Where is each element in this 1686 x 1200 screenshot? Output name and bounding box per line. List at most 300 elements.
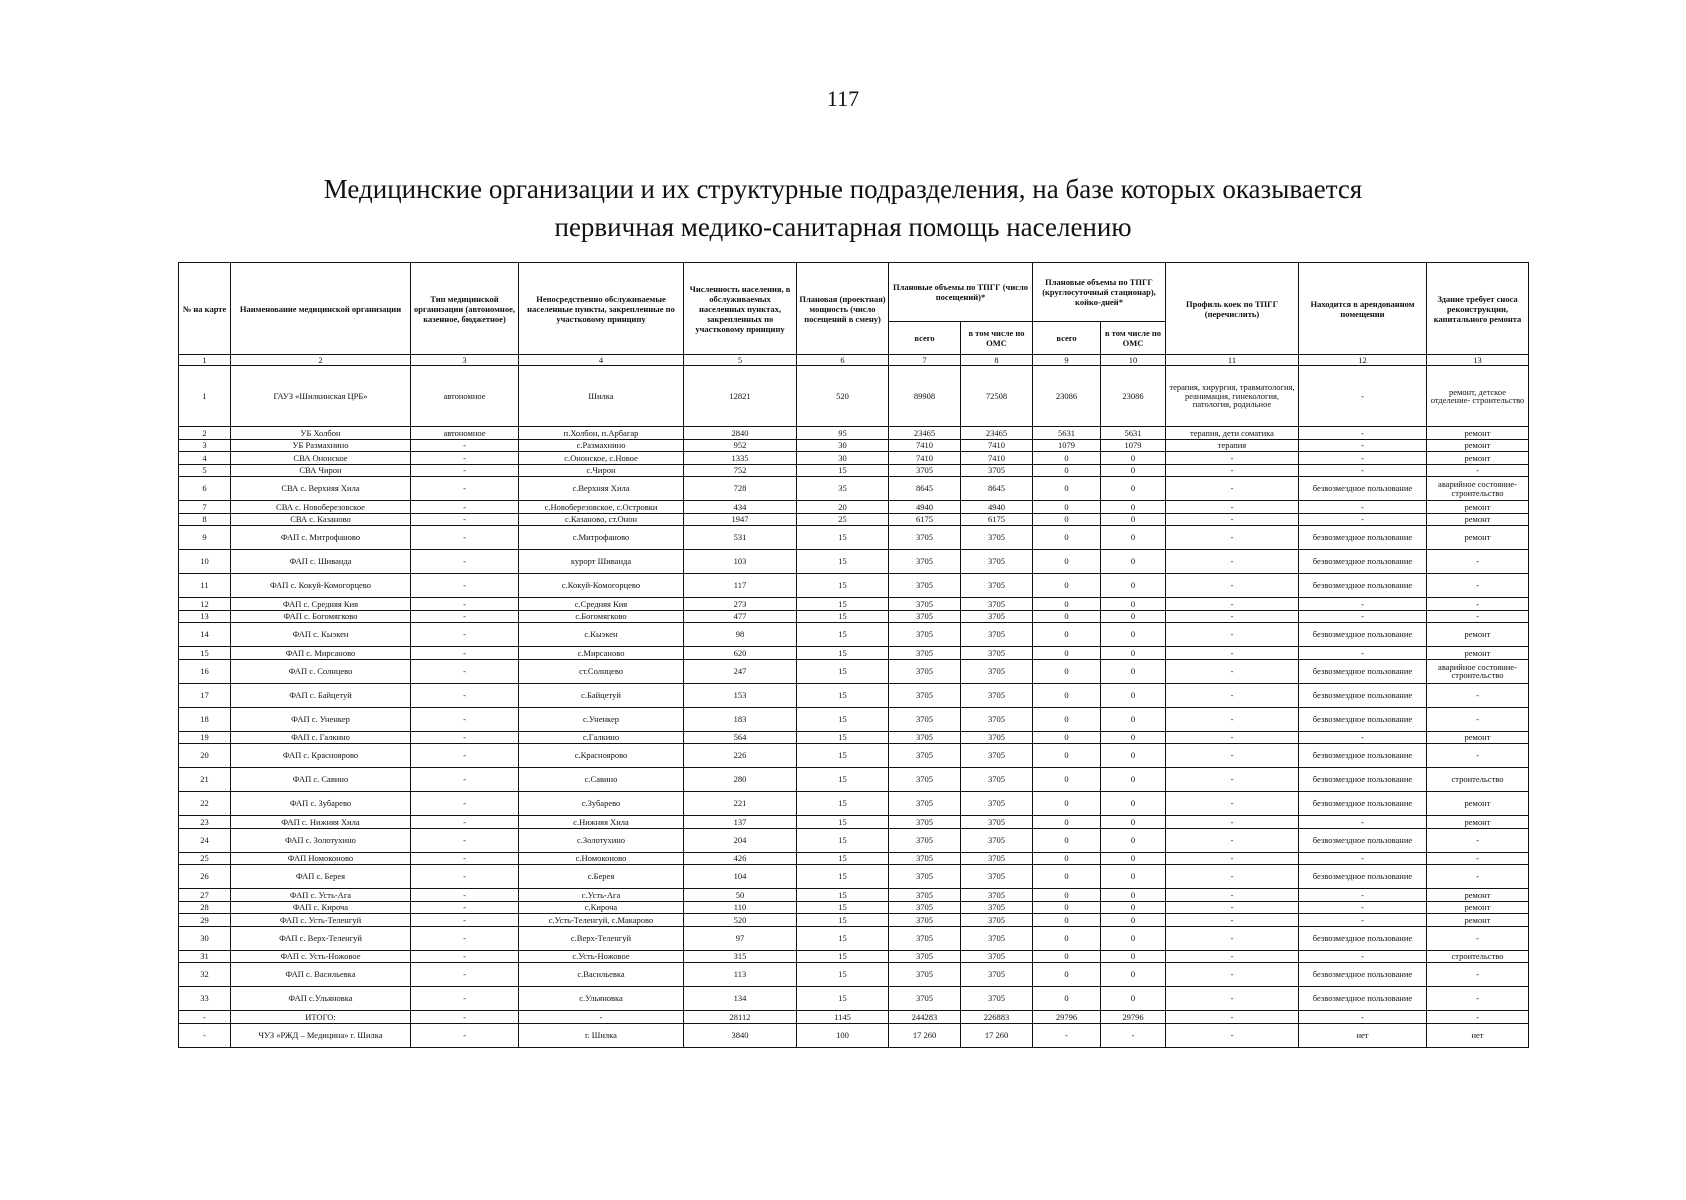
cell-visits-total: 17 260: [889, 1023, 961, 1047]
cell-capacity: 15: [797, 647, 889, 660]
cell-settlements: с.Красноярово: [519, 744, 684, 768]
cell-number: 16: [179, 659, 231, 683]
cell-number: 8: [179, 513, 231, 526]
cell-building-state: -: [1427, 744, 1529, 768]
cell-org-type: -: [411, 914, 519, 927]
cell-org-type: -: [411, 889, 519, 902]
cell-settlements: с.Казаново, ст.Онон: [519, 513, 684, 526]
cell-beds-total: -: [1033, 1023, 1101, 1047]
table-row: [179, 623, 1529, 647]
cell-rented: безвозмездное пользование: [1299, 828, 1427, 852]
cell-beds-oms: 0: [1101, 987, 1166, 1011]
cell-org-name: ФАП с. Средняя Кия: [231, 598, 411, 611]
cell-org-type: -: [411, 865, 519, 889]
cell-visits-total: 3705: [889, 610, 961, 623]
cell-population: 137: [684, 816, 797, 829]
cell-bed-profile: -: [1166, 950, 1299, 963]
cell-rented: безвозмездное пользование: [1299, 768, 1427, 792]
cell-population: 113: [684, 963, 797, 987]
cell-org-name: ФАП Номоконово: [231, 852, 411, 865]
cell-visits-oms: 3705: [961, 707, 1033, 731]
cell-beds-total: 29796: [1033, 1011, 1101, 1024]
cell-number: 31: [179, 950, 231, 963]
table-row: [179, 366, 1529, 427]
cell-org-name: ФАП с. Нижняя Хила: [231, 816, 411, 829]
cell-bed-profile: терапия, хирургия, травматология, реанимация, гинекология, патология, родильное: [1166, 366, 1299, 427]
cell-bed-profile: -: [1166, 731, 1299, 744]
cell-number: 12: [179, 598, 231, 611]
cell-visits-total: 3705: [889, 816, 961, 829]
cell-building-state: ремонт: [1427, 501, 1529, 514]
cell-org-name: ФАП с. Кокуй-Комогорцево: [231, 574, 411, 598]
cell-bed-profile: -: [1166, 792, 1299, 816]
cell-population: 153: [684, 683, 797, 707]
table-row: [179, 768, 1529, 792]
cell-building-state: -: [1427, 464, 1529, 477]
cell-capacity: 15: [797, 598, 889, 611]
cell-settlements: с.Верх-Теленгуй: [519, 926, 684, 950]
subheader-beds-total: всего: [1033, 322, 1101, 355]
cell-visits-total: 3705: [889, 550, 961, 574]
cell-visits-oms: 7410: [961, 439, 1033, 452]
cell-population: 183: [684, 707, 797, 731]
cell-bed-profile: -: [1166, 852, 1299, 865]
cell-visits-total: 244283: [889, 1011, 961, 1024]
cell-bed-profile: -: [1166, 707, 1299, 731]
cell-visits-total: 3705: [889, 865, 961, 889]
cell-org-name: УБ Размахнино: [231, 439, 411, 452]
cell-beds-oms: 0: [1101, 731, 1166, 744]
cell-bed-profile: -: [1166, 501, 1299, 514]
organizations-table: [178, 262, 1529, 1048]
cell-rented: -: [1299, 513, 1427, 526]
cell-beds-oms: 0: [1101, 452, 1166, 465]
cell-capacity: 520: [797, 366, 889, 427]
cell-settlements: -: [519, 1011, 684, 1024]
cell-beds-oms: 0: [1101, 526, 1166, 550]
title-line-1: Медицинские организации и их структурные подразделения, на базе которых оказывается: [323, 174, 1363, 204]
cell-building-state: аварийное состояние- строительство: [1427, 477, 1529, 501]
cell-beds-oms: -: [1101, 1023, 1166, 1047]
cell-beds-total: 0: [1033, 792, 1101, 816]
cell-org-type: -: [411, 683, 519, 707]
cell-org-name: ФАП с. Верх-Теленгуй: [231, 926, 411, 950]
cell-population: 273: [684, 598, 797, 611]
cell-bed-profile: -: [1166, 914, 1299, 927]
cell-settlements: п.Холбон, п.Арбагар: [519, 427, 684, 440]
cell-number: 14: [179, 623, 231, 647]
cell-rented: безвозмездное пользование: [1299, 926, 1427, 950]
cell-building-state: -: [1427, 598, 1529, 611]
cell-org-name: ИТОГО:: [231, 1011, 411, 1024]
cell-org-type: -: [411, 647, 519, 660]
cell-population: 728: [684, 477, 797, 501]
cell-bed-profile: -: [1166, 464, 1299, 477]
cell-capacity: 15: [797, 464, 889, 477]
cell-beds-total: 0: [1033, 950, 1101, 963]
cell-visits-total: 3705: [889, 963, 961, 987]
column-number: 12: [1299, 355, 1427, 366]
cell-visits-total: 4940: [889, 501, 961, 514]
cell-visits-total: 3705: [889, 889, 961, 902]
cell-number: 9: [179, 526, 231, 550]
cell-visits-oms: 3705: [961, 464, 1033, 477]
cell-settlements: с.Новоберезовское, с.Островки: [519, 501, 684, 514]
cell-rented: безвозмездное пользование: [1299, 865, 1427, 889]
cell-rented: -: [1299, 610, 1427, 623]
column-number: 13: [1427, 355, 1529, 366]
cell-bed-profile: терапия, дети соматика: [1166, 427, 1299, 440]
cell-settlements: курорт Шиванда: [519, 550, 684, 574]
cell-org-name: СВА с. Казаново: [231, 513, 411, 526]
cell-bed-profile: -: [1166, 926, 1299, 950]
cell-population: 110: [684, 901, 797, 914]
cell-settlements: с.Уненкер: [519, 707, 684, 731]
cell-rented: -: [1299, 501, 1427, 514]
cell-building-state: ремонт: [1427, 513, 1529, 526]
cell-number: 27: [179, 889, 231, 902]
cell-beds-total: 0: [1033, 707, 1101, 731]
cell-rented: безвозмездное пользование: [1299, 550, 1427, 574]
cell-beds-total: 0: [1033, 914, 1101, 927]
cell-beds-oms: 0: [1101, 865, 1166, 889]
cell-capacity: 15: [797, 963, 889, 987]
cell-rented: безвозмездное пользование: [1299, 623, 1427, 647]
cell-rented: -: [1299, 901, 1427, 914]
cell-org-name: ЧУЗ «РЖД – Медицина» г. Шилка: [231, 1023, 411, 1047]
cell-visits-oms: 3705: [961, 731, 1033, 744]
cell-capacity: 15: [797, 683, 889, 707]
cell-org-name: ФАП с. Усть-Теленгуй: [231, 914, 411, 927]
table-row: [179, 963, 1529, 987]
cell-visits-total: 3705: [889, 926, 961, 950]
cell-population: 50: [684, 889, 797, 902]
cell-org-name: ФАП с. Кирочa: [231, 901, 411, 914]
cell-beds-total: 0: [1033, 731, 1101, 744]
cell-visits-oms: 23465: [961, 427, 1033, 440]
cell-rented: -: [1299, 1011, 1427, 1024]
cell-population: 2840: [684, 427, 797, 440]
cell-rented: -: [1299, 852, 1427, 865]
cell-capacity: 15: [797, 744, 889, 768]
cell-visits-oms: 3705: [961, 889, 1033, 902]
cell-org-name: ФАП с. Савино: [231, 768, 411, 792]
cell-beds-total: 0: [1033, 623, 1101, 647]
cell-beds-oms: 0: [1101, 926, 1166, 950]
cell-building-state: ремонт: [1427, 914, 1529, 927]
table-row: [179, 501, 1529, 514]
cell-org-type: -: [411, 574, 519, 598]
cell-visits-oms: 3705: [961, 598, 1033, 611]
cell-beds-oms: 0: [1101, 816, 1166, 829]
cell-org-name: СВА Чирон: [231, 464, 411, 477]
cell-rented: -: [1299, 452, 1427, 465]
cell-settlements: с.Золотухино: [519, 828, 684, 852]
cell-rented: безвозмездное пользование: [1299, 707, 1427, 731]
cell-org-name: ФАП с. Богомягково: [231, 610, 411, 623]
cell-visits-total: 89908: [889, 366, 961, 427]
cell-beds-oms: 0: [1101, 889, 1166, 902]
cell-capacity: 15: [797, 731, 889, 744]
cell-org-type: -: [411, 477, 519, 501]
cell-visits-total: 3705: [889, 744, 961, 768]
cell-settlements: с.Верхняя Хила: [519, 477, 684, 501]
cell-population: 117: [684, 574, 797, 598]
cell-capacity: 15: [797, 987, 889, 1011]
cell-visits-oms: 3705: [961, 744, 1033, 768]
cell-visits-oms: 3705: [961, 950, 1033, 963]
cell-building-state: -: [1427, 963, 1529, 987]
cell-beds-oms: 0: [1101, 464, 1166, 477]
cell-visits-oms: 3705: [961, 550, 1033, 574]
cell-rented: безвозмездное пользование: [1299, 963, 1427, 987]
cell-beds-total: 0: [1033, 683, 1101, 707]
cell-building-state: ремонт: [1427, 792, 1529, 816]
table-row: [179, 1023, 1529, 1047]
cell-capacity: 15: [797, 816, 889, 829]
cell-org-name: УБ Холбон: [231, 427, 411, 440]
cell-population: 952: [684, 439, 797, 452]
cell-settlements: ст.Солнцево: [519, 659, 684, 683]
cell-bed-profile: -: [1166, 816, 1299, 829]
cell-visits-oms: 3705: [961, 963, 1033, 987]
cell-settlements: с.Чирон: [519, 464, 684, 477]
cell-number: 1: [179, 366, 231, 427]
table-row: [179, 452, 1529, 465]
cell-beds-oms: 0: [1101, 647, 1166, 660]
cell-building-state: ремонт: [1427, 816, 1529, 829]
cell-population: 134: [684, 987, 797, 1011]
cell-visits-oms: 17 260: [961, 1023, 1033, 1047]
cell-org-type: -: [411, 501, 519, 514]
cell-population: 315: [684, 950, 797, 963]
cell-population: 98: [684, 623, 797, 647]
cell-visits-oms: 226883: [961, 1011, 1033, 1024]
cell-number: 10: [179, 550, 231, 574]
cell-beds-oms: 0: [1101, 792, 1166, 816]
cell-population: 1947: [684, 513, 797, 526]
cell-rented: -: [1299, 464, 1427, 477]
cell-beds-total: 0: [1033, 452, 1101, 465]
cell-population: 531: [684, 526, 797, 550]
table-row: [179, 950, 1529, 963]
cell-visits-total: 6175: [889, 513, 961, 526]
cell-bed-profile: -: [1166, 610, 1299, 623]
cell-org-type: -: [411, 526, 519, 550]
cell-visits-oms: 7410: [961, 452, 1033, 465]
cell-building-state: ремонт: [1427, 427, 1529, 440]
cell-beds-total: 0: [1033, 610, 1101, 623]
cell-org-name: ФАП с. Зубарево: [231, 792, 411, 816]
table-row: [179, 926, 1529, 950]
cell-building-state: -: [1427, 852, 1529, 865]
cell-beds-total: 0: [1033, 477, 1101, 501]
table-row: [179, 914, 1529, 927]
cell-org-name: СВА с. Новоберезовское: [231, 501, 411, 514]
cell-rented: -: [1299, 950, 1427, 963]
cell-org-name: ФАП с. Митрофаново: [231, 526, 411, 550]
cell-org-type: -: [411, 828, 519, 852]
column-numbers-row: [179, 355, 1529, 366]
cell-building-state: нет: [1427, 1023, 1529, 1047]
cell-bed-profile: терапия: [1166, 439, 1299, 452]
cell-visits-total: 3705: [889, 464, 961, 477]
cell-org-type: -: [411, 610, 519, 623]
cell-capacity: 15: [797, 792, 889, 816]
cell-bed-profile: -: [1166, 865, 1299, 889]
table-row: [179, 1011, 1529, 1024]
cell-population: 564: [684, 731, 797, 744]
header-settlements: Непосредственно обслуживаемые населенные пункты, закрепленные по участковому принципу: [519, 263, 684, 355]
cell-rented: безвозмездное пользование: [1299, 683, 1427, 707]
cell-rented: -: [1299, 598, 1427, 611]
cell-settlements: Шилка: [519, 366, 684, 427]
cell-bed-profile: -: [1166, 659, 1299, 683]
cell-capacity: 15: [797, 950, 889, 963]
cell-building-state: строительство: [1427, 950, 1529, 963]
cell-settlements: с.Богомягково: [519, 610, 684, 623]
column-number: 9: [1033, 355, 1101, 366]
cell-visits-total: 3705: [889, 901, 961, 914]
cell-population: 12821: [684, 366, 797, 427]
cell-capacity: 15: [797, 574, 889, 598]
document-title: [0, 170, 1686, 246]
cell-org-type: -: [411, 792, 519, 816]
cell-visits-oms: 4940: [961, 501, 1033, 514]
cell-number: 29: [179, 914, 231, 927]
cell-capacity: 15: [797, 828, 889, 852]
table-row: [179, 610, 1529, 623]
column-number: 7: [889, 355, 961, 366]
cell-beds-oms: 0: [1101, 950, 1166, 963]
table-row: [179, 816, 1529, 829]
cell-visits-oms: 3705: [961, 828, 1033, 852]
cell-org-type: -: [411, 963, 519, 987]
header-rented: Находится в арендованном помещении: [1299, 263, 1427, 355]
table-row: [179, 526, 1529, 550]
header-bed-profile: Профиль коек по ТПГГ (перечислить): [1166, 263, 1299, 355]
cell-beds-total: 0: [1033, 987, 1101, 1011]
table-row: [179, 659, 1529, 683]
cell-number: 13: [179, 610, 231, 623]
cell-org-type: -: [411, 768, 519, 792]
cell-beds-total: 0: [1033, 926, 1101, 950]
cell-population: 3840: [684, 1023, 797, 1047]
cell-number: 4: [179, 452, 231, 465]
cell-settlements: с.Усть-Ножовое: [519, 950, 684, 963]
cell-visits-oms: 3705: [961, 914, 1033, 927]
cell-visits-total: 23465: [889, 427, 961, 440]
cell-settlements: с.Нижняя Хила: [519, 816, 684, 829]
cell-beds-oms: 0: [1101, 574, 1166, 598]
cell-number: 25: [179, 852, 231, 865]
cell-population: 97: [684, 926, 797, 950]
column-number: 3: [411, 355, 519, 366]
cell-capacity: 15: [797, 926, 889, 950]
cell-org-type: -: [411, 598, 519, 611]
cell-visits-total: 3705: [889, 987, 961, 1011]
cell-beds-oms: 0: [1101, 901, 1166, 914]
cell-visits-total: 3705: [889, 598, 961, 611]
table-row: [179, 683, 1529, 707]
header-org-type: Тип медицинской организации (автономное, казенное, бюджетное): [411, 263, 519, 355]
cell-visits-oms: 3705: [961, 683, 1033, 707]
cell-capacity: 15: [797, 914, 889, 927]
cell-building-state: аварийное состояние- строительство: [1427, 659, 1529, 683]
cell-building-state: ремонт: [1427, 889, 1529, 902]
cell-settlements: с.Кыэкен: [519, 623, 684, 647]
column-number: 4: [519, 355, 684, 366]
cell-beds-oms: 0: [1101, 501, 1166, 514]
cell-capacity: 15: [797, 852, 889, 865]
cell-capacity: 30: [797, 452, 889, 465]
cell-visits-total: 3705: [889, 852, 961, 865]
table-row: [179, 707, 1529, 731]
cell-settlements: с.Размахнино: [519, 439, 684, 452]
cell-beds-total: 0: [1033, 464, 1101, 477]
cell-bed-profile: -: [1166, 901, 1299, 914]
column-number: 10: [1101, 355, 1166, 366]
cell-beds-oms: 0: [1101, 963, 1166, 987]
cell-bed-profile: -: [1166, 574, 1299, 598]
cell-number: 20: [179, 744, 231, 768]
cell-org-type: -: [411, 731, 519, 744]
cell-rented: безвозмездное пользование: [1299, 744, 1427, 768]
cell-settlements: с.Байцетуй: [519, 683, 684, 707]
subheader-visits-oms: в том числе по ОМС: [961, 322, 1033, 355]
cell-building-state: -: [1427, 610, 1529, 623]
cell-settlements: с.Усть-Теленгуй, с.Макарово: [519, 914, 684, 927]
cell-number: 11: [179, 574, 231, 598]
page-number: 117: [826, 86, 860, 111]
cell-org-type: -: [411, 623, 519, 647]
cell-capacity: 15: [797, 768, 889, 792]
cell-population: 104: [684, 865, 797, 889]
cell-capacity: 15: [797, 707, 889, 731]
cell-visits-total: 3705: [889, 647, 961, 660]
cell-org-name: ФАП с.Ульяновка: [231, 987, 411, 1011]
cell-number: 17: [179, 683, 231, 707]
header-population: Численность населения, в обслуживаемых населенных пунктах, закрепленных по участковому принципу: [684, 263, 797, 355]
cell-visits-oms: 8645: [961, 477, 1033, 501]
cell-visits-oms: 3705: [961, 574, 1033, 598]
cell-org-name: ФАП с. Красноярово: [231, 744, 411, 768]
cell-capacity: 95: [797, 427, 889, 440]
cell-org-type: -: [411, 439, 519, 452]
cell-org-name: ФАП с. Кыэкен: [231, 623, 411, 647]
cell-beds-total: 0: [1033, 889, 1101, 902]
cell-settlements: г. Шилка: [519, 1023, 684, 1047]
table-row: [179, 792, 1529, 816]
cell-bed-profile: -: [1166, 526, 1299, 550]
cell-org-name: ФАП с. Уненкер: [231, 707, 411, 731]
cell-visits-total: 8645: [889, 477, 961, 501]
cell-beds-oms: 5631: [1101, 427, 1166, 440]
cell-rented: -: [1299, 914, 1427, 927]
cell-bed-profile: -: [1166, 550, 1299, 574]
cell-beds-total: 0: [1033, 828, 1101, 852]
cell-beds-total: 0: [1033, 526, 1101, 550]
cell-beds-total: 0: [1033, 550, 1101, 574]
cell-beds-oms: 0: [1101, 744, 1166, 768]
table-row: [179, 427, 1529, 440]
column-number: 8: [961, 355, 1033, 366]
cell-rented: -: [1299, 427, 1427, 440]
cell-rented: безвозмездное пользование: [1299, 477, 1427, 501]
cell-population: 752: [684, 464, 797, 477]
column-number: 11: [1166, 355, 1299, 366]
cell-visits-oms: 3705: [961, 610, 1033, 623]
